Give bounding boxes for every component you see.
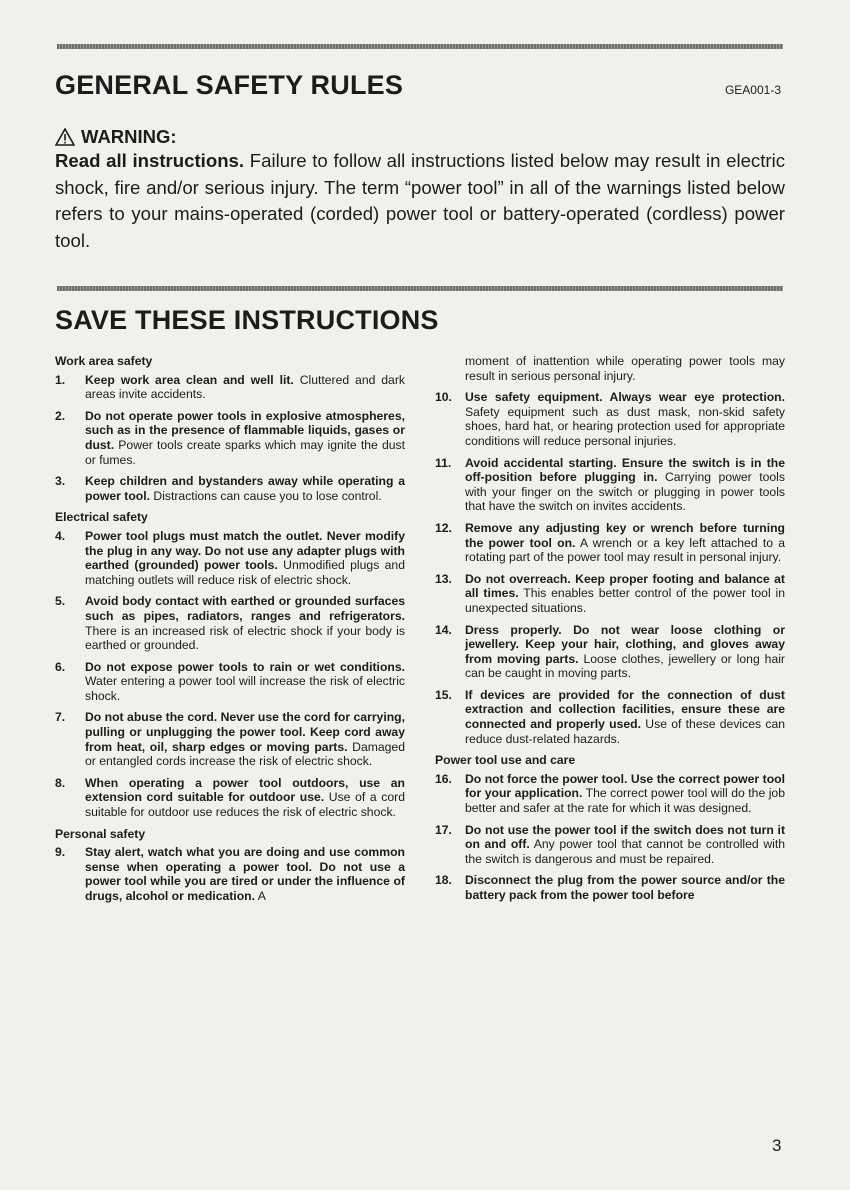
rule-text xyxy=(465,390,785,448)
warning-triangle-icon xyxy=(55,128,75,146)
rule-bold: Power tool plugs must match the outlet. Never modify the plug in any way. Do not use any adapter plugs with earthed (grounded) power tools. xyxy=(85,528,405,573)
rule-bold: Do not use the power tool if the switch does not turn it on and off. xyxy=(465,822,785,852)
section-heading-power-tool: Power tool use and care xyxy=(435,753,576,768)
rule-item xyxy=(55,474,405,503)
rule-text xyxy=(465,823,785,867)
rule-text xyxy=(85,594,405,652)
rule-plain: Power tools create sparks which may ignite the dust or fumes. xyxy=(85,437,405,467)
rule-text xyxy=(85,776,405,820)
rule-bold: When operating a power tool outdoors, use an extension cord suitable for outdoor use. xyxy=(85,775,405,805)
right-column xyxy=(435,354,785,910)
rule-number: 14. xyxy=(435,622,452,637)
rule-plain: Damaged or entangled cords increase the risk of electric shock. xyxy=(85,739,405,769)
rule-item xyxy=(435,823,785,867)
rule-plain: Loose clothes, jewellery or long hair can be caught in moving parts. xyxy=(465,651,785,681)
page-number: 3 xyxy=(772,1136,782,1155)
rule-number: 18. xyxy=(435,873,452,888)
rule-plain: Cluttered and dark areas invite accidents. xyxy=(85,372,405,402)
rule-item xyxy=(55,776,405,820)
rule-item xyxy=(55,660,405,704)
rule-text xyxy=(85,409,405,467)
rule-item xyxy=(435,873,785,902)
rule-number: 7. xyxy=(55,710,66,725)
rule-number: 13. xyxy=(435,571,452,586)
rule-item xyxy=(55,529,405,587)
rule-item xyxy=(55,409,405,467)
rule-item xyxy=(55,710,405,768)
save-instructions-title: SAVE THESE INSTRUCTIONS xyxy=(55,305,439,335)
rule-number: 6. xyxy=(55,659,66,674)
rule-text xyxy=(465,873,785,902)
page-title: GENERAL SAFETY RULES xyxy=(55,70,404,100)
mid-rule xyxy=(57,286,783,291)
rule-text xyxy=(85,373,405,402)
warning-label xyxy=(55,126,177,148)
rule-number: 15. xyxy=(435,687,452,702)
intro-text: Failure to follow all instructions listed below may result in electric shock, fire and/or serious injury. The term “power tool” in all of the warnings listed below refers to your mains-operated (corded) power tool or battery-operated (cordless) power tool. xyxy=(55,150,786,251)
rule-number: 4. xyxy=(55,528,66,543)
rule-plain: A xyxy=(254,889,266,903)
rule-text xyxy=(85,474,405,503)
rule-text xyxy=(85,845,405,903)
section-heading-personal: Personal safety xyxy=(55,826,146,841)
warning-text: WARNING: xyxy=(81,126,177,147)
rule-bold: Keep children and bystanders away while operating a power tool. xyxy=(85,474,405,503)
rule-text xyxy=(85,710,405,768)
rule-plain: Unmodified plugs and matching outlets will reduce risk of electric shock. xyxy=(85,558,405,587)
document-code: GEA001-3 xyxy=(724,83,781,97)
rule-number: 1. xyxy=(55,372,66,387)
rule-plain: Safety equipment such as dust mask, non-skid safety shoes, hard hat, or hearing protection used for appropriate conditions will reduce personal injuries. xyxy=(465,404,785,448)
rule-item xyxy=(435,572,785,616)
rule-item xyxy=(435,521,785,565)
top-rule xyxy=(57,44,783,49)
rule-bold: Do not expose power tools to rain or wet conditions. xyxy=(85,659,405,674)
rule-number: 2. xyxy=(55,408,66,423)
rule-bold: Do not abuse the cord. Never use the cord for carrying, pulling or unplugging the power tool. Keep cord away from heat, oil, sharp edges or moving parts. xyxy=(85,710,405,754)
rule-item xyxy=(55,845,405,903)
rule-continuation: moment of inattention while operating power tools may result in serious personal injury. xyxy=(465,354,785,383)
rule-item xyxy=(55,373,405,402)
rule-plain: Use of a cord suitable for outdoor use reduces the risk of electric shock. xyxy=(85,790,405,820)
rule-plain: Distractions can cause you to lose control. xyxy=(150,488,382,503)
rule-bold: Disconnect the plug from the power source and/or the battery pack from the power tool before xyxy=(465,873,785,902)
rule-number: 17. xyxy=(435,822,452,837)
rule-bold: Keep work area clean and well lit. xyxy=(85,372,294,387)
rule-bold: Do not operate power tools in explosive atmospheres, such as in the presence of flammable liquids, gases or dust. xyxy=(85,408,405,452)
rule-plain: This enables better control of the power tool in unexpected situations. xyxy=(465,586,785,615)
rule-text xyxy=(465,572,785,616)
rule-bold: If devices are provided for the connection of dust extraction and collection facilities, ensure these are connected and properly used. xyxy=(465,687,785,732)
rule-bold: Use safety equipment. Always wear eye protection. xyxy=(465,390,785,405)
rule-text xyxy=(465,688,785,746)
rule-text xyxy=(465,623,785,681)
rule-number: 3. xyxy=(55,474,66,489)
rule-plain: Water entering a power tool will increase the risk of electric shock. xyxy=(85,674,405,703)
rule-bold: Avoid body contact with earthed or grounded surfaces such as pipes, radiators, ranges and refrigerators. xyxy=(85,594,405,623)
rule-item xyxy=(435,623,785,681)
rule-item xyxy=(435,390,785,448)
rule-plain: A wrench or a key left attached to a rotating part of the power tool may result in personal injury. xyxy=(465,535,785,565)
rule-plain: Use of these devices can reduce dust-related hazards. xyxy=(465,717,786,746)
rule-bold: Do not force the power tool. Use the correct power tool for your application. xyxy=(465,771,785,801)
rule-text xyxy=(465,521,785,565)
rule-item xyxy=(55,594,405,652)
rule-text xyxy=(85,660,405,704)
rule-bold: Do not overreach. Keep proper footing and balance at all times. xyxy=(465,571,785,601)
rule-text xyxy=(465,456,785,514)
rule-bold: Stay alert, watch what you are doing and use common sense when operating a power tool. Do not use a power tool while you are tired or under the influence of drugs, alcohol or medication. xyxy=(85,845,405,903)
rule-plain: Carrying power tools with your finger on the switch or plugging in power tools that have the switch on invites accidents. xyxy=(465,470,785,514)
rule-bold: Avoid accidental starting. Ensure the switch is in the off-position before plugging in. xyxy=(465,455,785,485)
rule-number: 10. xyxy=(435,390,452,405)
rule-number: 9. xyxy=(55,845,66,860)
intro-paragraph xyxy=(55,148,785,254)
rule-plain: There is an increased risk of electric shock if your body is earthed or grounded. xyxy=(85,623,405,653)
rule-number: 12. xyxy=(435,520,452,535)
rule-number: 5. xyxy=(55,594,66,609)
rule-item xyxy=(435,456,785,514)
intro-bold: Read all instructions. xyxy=(55,150,245,171)
rule-number: 11. xyxy=(435,455,452,470)
section-heading-work-area: Work area safety xyxy=(55,354,153,368)
rule-item xyxy=(435,772,785,816)
rule-bold: Dress properly. Do not wear loose clothing or jewellery. Keep your hair, clothing, and gloves away from moving parts. xyxy=(465,622,785,666)
rule-text xyxy=(85,529,405,587)
rule-text xyxy=(465,772,785,816)
rule-number: 16. xyxy=(435,771,452,786)
rule-item xyxy=(435,688,785,746)
rule-number: 8. xyxy=(55,775,66,790)
section-heading-electrical: Electrical safety xyxy=(55,510,148,525)
rule-plain: The correct power tool will do the job better and safer at the rate for which it was designed. xyxy=(465,786,785,816)
left-column xyxy=(55,354,405,911)
rule-plain: Any power tool that cannot be controlled with the switch is dangerous and must be repaired. xyxy=(465,837,785,866)
rule-bold: Remove any adjusting key or wrench before turning the power tool on. xyxy=(465,520,785,550)
